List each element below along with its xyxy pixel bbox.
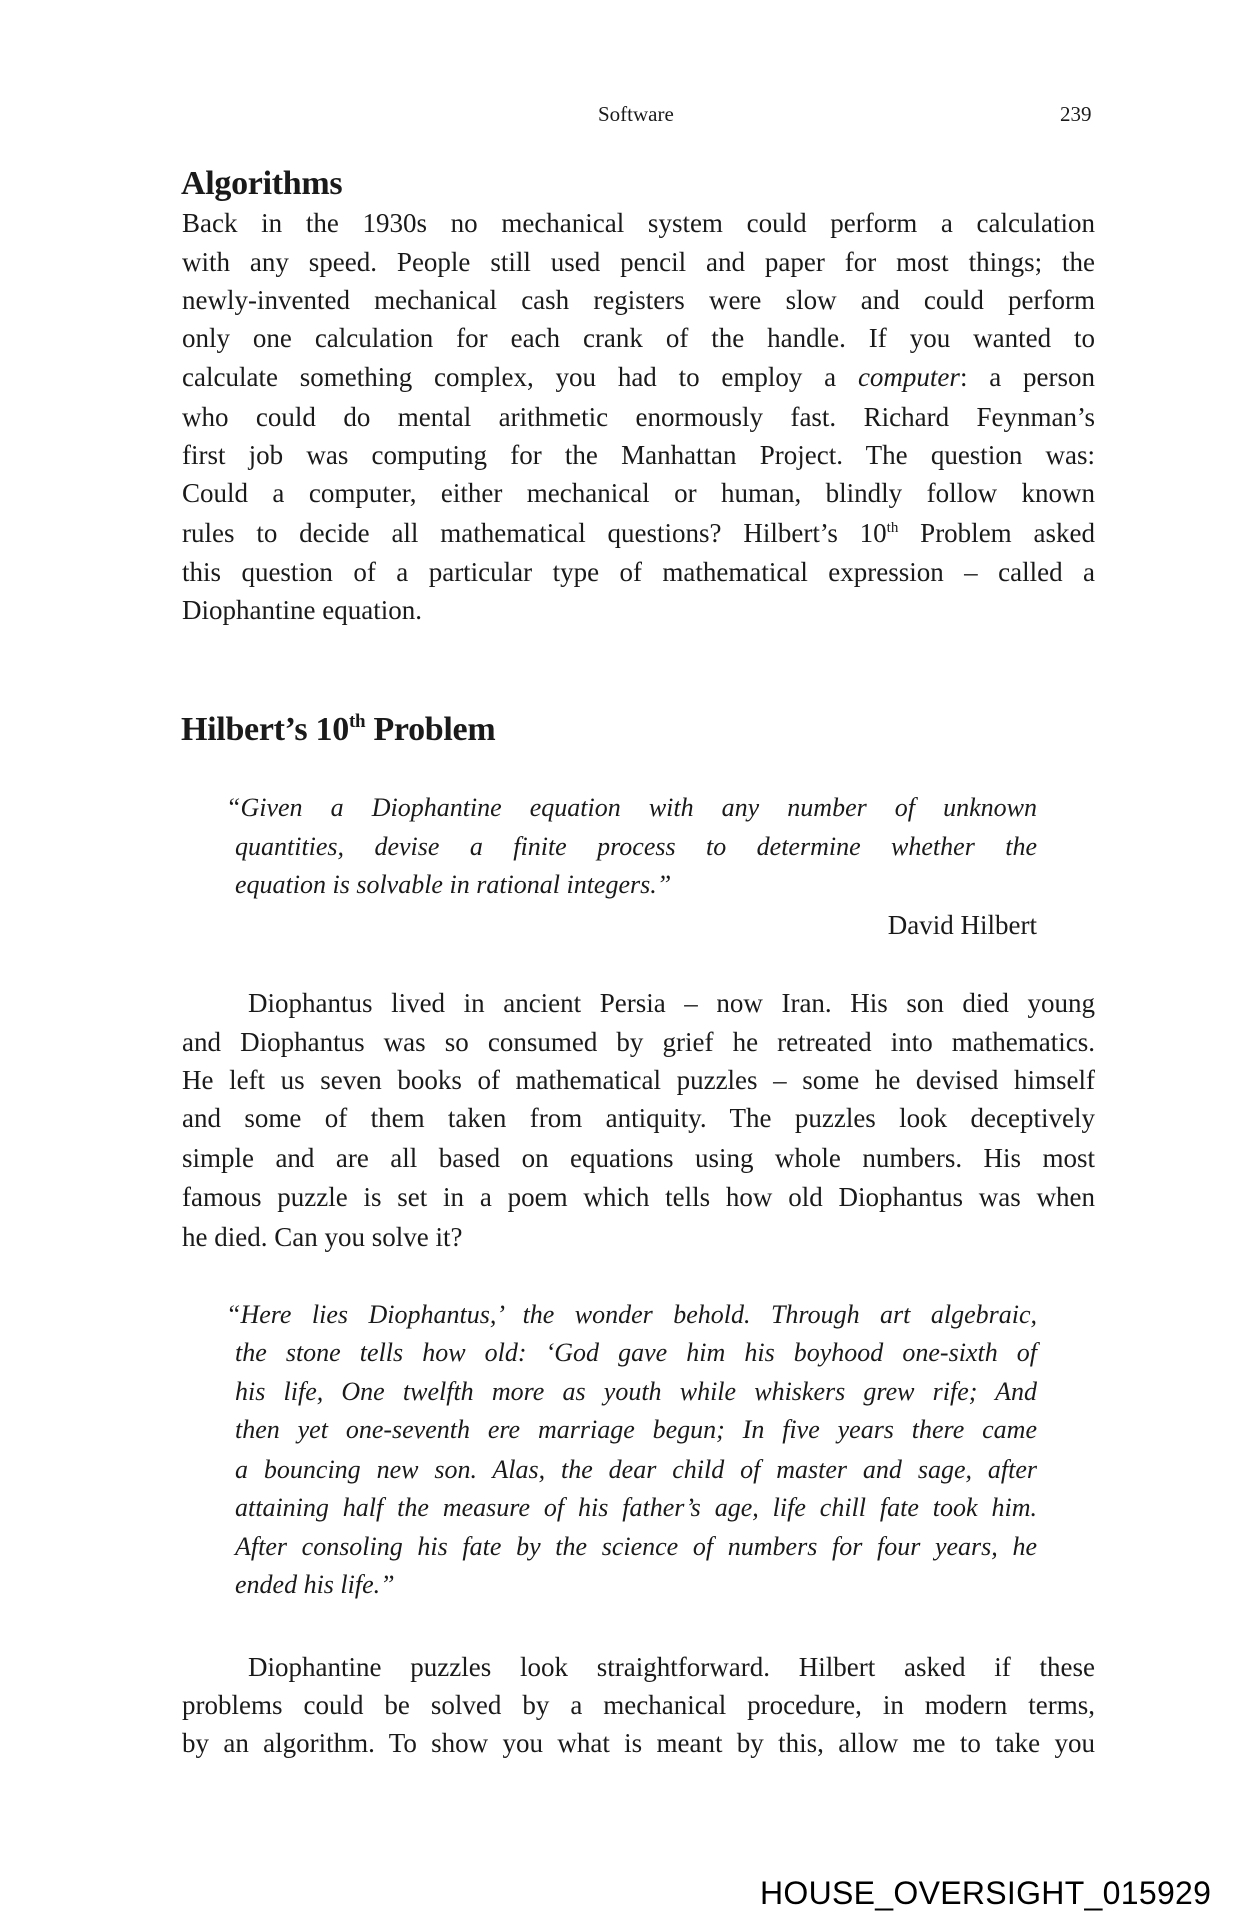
poem-line: then yet one-seventh ere marriage begun; In five years there came: [235, 1415, 1037, 1444]
text-run: : a person: [959, 362, 1095, 392]
paragraph-line: problems could be solved by a mechanical procedure, in modern terms,: [182, 1690, 1095, 1720]
paragraph-line: [182, 361, 1095, 393]
poem-line: his life, One twelfth more as youth while whiskers grew rife; And: [235, 1377, 1037, 1406]
paragraph-line: he died. Can you solve it?: [182, 1222, 463, 1252]
paragraph-line: Diophantine equation.: [182, 595, 422, 625]
paragraph-line: simple and are all based on equations using whole numbers. His most: [182, 1143, 1095, 1173]
paragraph-line: newly-invented mechanical cash registers were slow and could perform: [182, 285, 1095, 315]
epigraph-attribution: David Hilbert: [887, 910, 1037, 940]
paragraph-line: first job was computing for the Manhattan Project. The question was:: [182, 440, 1095, 470]
paragraph-line: and some of them taken from antiquity. The puzzles look deceptively: [182, 1103, 1095, 1133]
poem-line: ended his life.”: [235, 1570, 395, 1599]
section-heading-hilberts-10th-problem: [181, 710, 495, 750]
poem-line: After consoling his fate by the science of numbers for four years, he: [235, 1532, 1037, 1561]
paragraph-line: Diophantine puzzles look straightforward. Hilbert asked if these: [248, 1652, 1095, 1682]
paragraph-line: this question of a particular type of mathematical expression – called a: [182, 557, 1095, 587]
emphasis-computer: computer: [857, 362, 960, 392]
paragraph-line: famous puzzle is set in a poem which tells how old Diophantus was when: [182, 1182, 1095, 1212]
ordinal-superscript: th: [348, 711, 366, 732]
poem-line: attaining half the measure of his father’s age, life chill fate took him.: [235, 1493, 1037, 1522]
paragraph-line: Could a computer, either mechanical or human, blindly follow known: [182, 478, 1095, 508]
paragraph-line: He left us seven books of mathematical puzzles – some he devised himself: [182, 1065, 1095, 1095]
heading-text: Hilbert’s 10: [181, 711, 349, 748]
running-head-title: Software: [598, 102, 674, 126]
epigraph-line: equation is solvable in rational integers.”: [235, 870, 672, 899]
paragraph-line: and Diophantus was so consumed by grief he retreated into mathematics.: [182, 1027, 1095, 1057]
page-number: 239: [1060, 102, 1092, 126]
bates-stamp: HOUSE_OVERSIGHT_015929: [760, 1875, 1212, 1911]
section-heading-algorithms: Algorithms: [181, 165, 343, 202]
epigraph-line: quantities, devise a finite process to determine whether the: [235, 832, 1037, 861]
text-run: calculate something complex, you had to employ a: [182, 362, 858, 392]
paragraph-line: only one calculation for each crank of the handle. If you wanted to: [182, 323, 1095, 353]
paragraph-line: who could do mental arithmetic enormously fast. Richard Feynman’s: [182, 402, 1095, 432]
paragraph-line: Back in the 1930s no mechanical system could perform a calculation: [182, 208, 1095, 238]
text-run: Problem asked: [898, 518, 1095, 548]
text-run: rules to decide all mathematical questions? Hilbert’s 10: [182, 518, 887, 548]
paragraph-line: [182, 517, 1095, 549]
epigraph-line: “Given a Diophantine equation with any number of unknown: [226, 793, 1037, 822]
poem-line: the stone tells how old: ‘God gave him his boyhood one-sixth of: [235, 1338, 1037, 1367]
ordinal-superscript: th: [886, 520, 899, 536]
paragraph-line: by an algorithm. To show you what is meant by this, allow me to take you: [182, 1728, 1095, 1758]
poem-line: “Here lies Diophantus,’ the wonder behold. Through art algebraic,: [226, 1300, 1037, 1329]
paragraph-line: with any speed. People still used pencil and paper for most things; the: [182, 247, 1095, 277]
heading-text: Problem: [365, 711, 496, 748]
paragraph-line: Diophantus lived in ancient Persia – now Iran. His son died young: [248, 988, 1095, 1018]
poem-line: a bouncing new son. Alas, the dear child of master and sage, after: [235, 1455, 1037, 1484]
